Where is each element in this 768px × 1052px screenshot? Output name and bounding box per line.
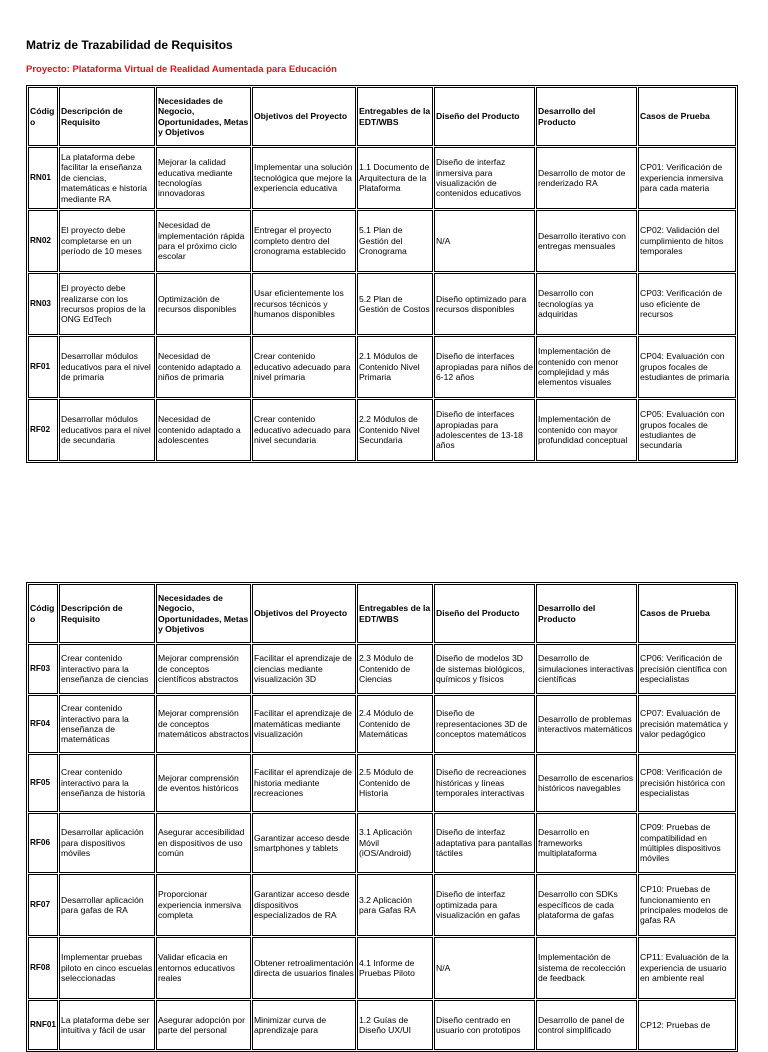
table-row (28, 874, 736, 936)
cell-objectives: Implementar una solución tecnológica que mejore la experiencia educativa (252, 147, 356, 209)
cell-needs: Necesidad de contenido adaptado a niños de primaria (156, 336, 251, 398)
cell-description: Desarrollar módulos educativos para el nivel de primaria (59, 336, 155, 398)
cell-tests: CP01: Verificación de experiencia inmersiva para cada materia (638, 147, 736, 209)
cell-development: Desarrollo con SDKs específicos de cada plataforma de gafas (536, 874, 637, 936)
header-needs: Necesidades de Negocio, Oportunidades, Metas y Objetivos (156, 87, 251, 146)
table-row (28, 754, 736, 812)
traceability-table-1 (26, 85, 738, 463)
header-design: Diseño del Producto (434, 87, 535, 146)
cell-code: RN01 (28, 147, 58, 209)
cell-code: RF07 (28, 874, 58, 936)
cell-deliverables: 5.1 Plan de Gestión del Cronograma (357, 210, 433, 272)
cell-objectives: Usar eficientemente los recursos técnicos y humanos disponibles (252, 273, 356, 335)
cell-code: RNF01 (28, 1000, 58, 1050)
cell-needs: Asegurar adopción por parte del personal (156, 1000, 251, 1050)
cell-needs: Mejorar la calidad educativa mediante tecnologías innovadoras (156, 147, 251, 209)
cell-design: Diseño de interfaz adaptativa para pantallas táctiles (434, 813, 535, 873)
cell-needs: Necesidad de implementación rápida para el próximo ciclo escolar (156, 210, 251, 272)
cell-needs: Optimización de recursos disponibles (156, 273, 251, 335)
cell-objectives: Facilitar el aprendizaje de historia mediante recreaciones (252, 754, 356, 812)
cell-deliverables: 2.3 Módulo de Contenido de Ciencias (357, 644, 433, 694)
cell-description: Crear contenido interactivo para la enseñanza de matemáticas (59, 695, 155, 753)
cell-development: Implementación de contenido con menor complejidad y más elementos visuales (536, 336, 637, 398)
cell-tests: CP04: Evaluación con grupos focales de estudiantes de primaria (638, 336, 736, 398)
cell-description: Implementar pruebas piloto en cinco escuelas seleccionadas (59, 937, 155, 999)
table-row (28, 937, 736, 999)
table-row (28, 813, 736, 873)
cell-development: Desarrollo de motor de renderizado RA (536, 147, 637, 209)
cell-description: Crear contenido interactivo para la enseñanza de ciencias (59, 644, 155, 694)
cell-description: La plataforma debe ser intuitiva y fácil de usar (59, 1000, 155, 1050)
header-deliverables: Entregables de la EDT/WBS (357, 584, 433, 643)
cell-objectives: Crear contenido educativo adecuado para nivel primaria (252, 336, 356, 398)
cell-deliverables: 2.4 Módulo de Contenido de Matemáticas (357, 695, 433, 753)
cell-description: Crear contenido interactivo para la enseñanza de historia (59, 754, 155, 812)
table-row (28, 399, 736, 461)
cell-design: Diseño de representaciones 3D de conceptos matemáticos (434, 695, 535, 753)
cell-design: Diseño de interfaz inmersiva para visualización de contenidos educativos (434, 147, 535, 209)
cell-design: N/A (434, 210, 535, 272)
cell-description: El proyecto debe realizarse con los recursos propios de la ONG EdTech (59, 273, 155, 335)
cell-tests: CP12: Pruebas de (638, 1000, 736, 1050)
cell-development: Desarrollo en frameworks multiplataforma (536, 813, 637, 873)
cell-design: Diseño de recreaciones históricas y líneas temporales interactivas (434, 754, 535, 812)
cell-code: RF06 (28, 813, 58, 873)
cell-deliverables: 5.2 Plan de Gestión de Costos (357, 273, 433, 335)
cell-design: Diseño optimizado para recursos disponibles (434, 273, 535, 335)
cell-design: Diseño de modelos 3D de sistemas biológicos, químicos y físicos (434, 644, 535, 694)
cell-deliverables: 1.2 Guías de Diseño UX/UI (357, 1000, 433, 1050)
document-title: Matriz de Trazabilidad de Requisitos (26, 38, 233, 52)
cell-objectives: Facilitar el aprendizaje de matemáticas mediante visualización (252, 695, 356, 753)
cell-tests: CP11: Evaluación de la experiencia de usuario en ambiente real (638, 937, 736, 999)
cell-objectives: Facilitar el aprendizaje de ciencias mediante visualización 3D (252, 644, 356, 694)
header-deliverables: Entregables de la EDT/WBS (357, 87, 433, 146)
cell-design: Diseño de interfaces apropiadas para niños de 6-12 años (434, 336, 535, 398)
header-objectives: Objetivos del Proyecto (252, 87, 356, 146)
cell-code: RN03 (28, 273, 58, 335)
header-tests: Casos de Prueba (638, 584, 736, 643)
cell-code: RF04 (28, 695, 58, 753)
cell-needs: Asegurar accesibilidad en dispositivos de uso común (156, 813, 251, 873)
cell-tests: CP08: Verificación de precisión histórica con especialistas (638, 754, 736, 812)
table-header-row (28, 584, 736, 643)
cell-tests: CP07: Evaluación de precisión matemática y valor pedagógico (638, 695, 736, 753)
cell-objectives: Garantizar acceso desde smartphones y tablets (252, 813, 356, 873)
header-code: Código (28, 584, 58, 643)
cell-code: RF01 (28, 336, 58, 398)
traceability-table-2 (26, 582, 738, 1052)
cell-tests: CP03: Verificación de uso eficiente de recursos (638, 273, 736, 335)
cell-code: RF02 (28, 399, 58, 461)
cell-deliverables: 2.1 Módulos de Contenido Nivel Primaria (357, 336, 433, 398)
cell-deliverables: 3.1 Aplicación Móvil (iOS/Android) (357, 813, 433, 873)
header-development: Desarrollo del Producto (536, 584, 637, 643)
cell-design: Diseño de interfaz optimizada para visualización en gafas (434, 874, 535, 936)
cell-development: Desarrollo iterativo con entregas mensuales (536, 210, 637, 272)
cell-design: Diseño de interfaces apropiadas para adolescentes de 13-18 años (434, 399, 535, 461)
cell-description: Desarrollar aplicación para gafas de RA (59, 874, 155, 936)
header-code: Código (28, 87, 58, 146)
header-tests: Casos de Prueba (638, 87, 736, 146)
table-row (28, 210, 736, 272)
table-row (28, 695, 736, 753)
cell-code: RF03 (28, 644, 58, 694)
cell-tests: CP02: Validación del cumplimiento de hitos temporales (638, 210, 736, 272)
header-design: Diseño del Producto (434, 584, 535, 643)
project-name: Proyecto: Plataforma Virtual de Realidad Aumentada para Educación (26, 64, 337, 75)
cell-needs: Proporcionar experiencia inmersiva completa (156, 874, 251, 936)
header-needs: Necesidades de Negocio, Oportunidades, Metas y Objetivos (156, 584, 251, 643)
cell-code: RF05 (28, 754, 58, 812)
cell-description: El proyecto debe completarse en un período de 10 meses (59, 210, 155, 272)
cell-development: Implementación de contenido con mayor profundidad conceptual (536, 399, 637, 461)
cell-tests: CP10: Pruebas de funcionamiento en principales modelos de gafas RA (638, 874, 736, 936)
cell-tests: CP06: Verificación de precisión científica con especialistas (638, 644, 736, 694)
cell-objectives: Entregar el proyecto completo dentro del cronograma establecido (252, 210, 356, 272)
header-objectives: Objetivos del Proyecto (252, 584, 356, 643)
cell-deliverables: 3.2 Aplicación para Gafas RA (357, 874, 433, 936)
cell-deliverables: 2.2 Módulos de Contenido Nivel Secundaria (357, 399, 433, 461)
table-row (28, 336, 736, 398)
table-row (28, 273, 736, 335)
cell-development: Desarrollo de simulaciones interactivas científicas (536, 644, 637, 694)
cell-tests: CP09: Pruebas de compatibilidad en múltiples dispositivos móviles (638, 813, 736, 873)
cell-description: Desarrollar módulos educativos para el nivel de secundaria (59, 399, 155, 461)
header-development: Desarrollo del Producto (536, 87, 637, 146)
cell-needs: Mejorar comprensión de conceptos matemáticos abstractos (156, 695, 251, 753)
cell-code: RF08 (28, 937, 58, 999)
table-row (28, 644, 736, 694)
header-description: Descripción de Requisito (59, 87, 155, 146)
cell-development: Desarrollo con tecnologías ya adquiridas (536, 273, 637, 335)
cell-deliverables: 1.1 Documento de Arquitectura de la Plataforma (357, 147, 433, 209)
cell-design: N/A (434, 937, 535, 999)
table-row (28, 147, 736, 209)
cell-needs: Validar eficacia en entornos educativos reales (156, 937, 251, 999)
cell-design: Diseño centrado en usuario con prototipos (434, 1000, 535, 1050)
cell-objectives: Obtener retroalimentación directa de usuarios finales (252, 937, 356, 999)
cell-needs: Necesidad de contenido adaptado a adolescentes (156, 399, 251, 461)
cell-objectives: Garantizar acceso desde dispositivos especializados de RA (252, 874, 356, 936)
cell-development: Desarrollo de panel de control simplificado (536, 1000, 637, 1050)
cell-needs: Mejorar comprensión de eventos históricos (156, 754, 251, 812)
cell-deliverables: 2.5 Módulo de Contenido de Historia (357, 754, 433, 812)
cell-development: Implementación de sistema de recolección de feedback (536, 937, 637, 999)
cell-description: Desarrollar aplicación para dispositivos móviles (59, 813, 155, 873)
table-row (28, 1000, 736, 1050)
cell-development: Desarrollo de problemas interactivos matemáticos (536, 695, 637, 753)
cell-objectives: Minimizar curva de aprendizaje para (252, 1000, 356, 1050)
cell-needs: Mejorar comprensión de conceptos científicos abstractos (156, 644, 251, 694)
cell-objectives: Crear contenido educativo adecuado para nivel secundaria (252, 399, 356, 461)
table-header-row (28, 87, 736, 146)
cell-description: La plataforma debe facilitar la enseñanza de ciencias, matemáticas e historia mediante RA (59, 147, 155, 209)
cell-deliverables: 4.1 Informe de Pruebas Piloto (357, 937, 433, 999)
cell-tests: CP05: Evaluación con grupos focales de estudiantes de secundaria (638, 399, 736, 461)
cell-code: RN02 (28, 210, 58, 272)
header-description: Descripción de Requisito (59, 584, 155, 643)
cell-development: Desarrollo de escenarios históricos navegables (536, 754, 637, 812)
